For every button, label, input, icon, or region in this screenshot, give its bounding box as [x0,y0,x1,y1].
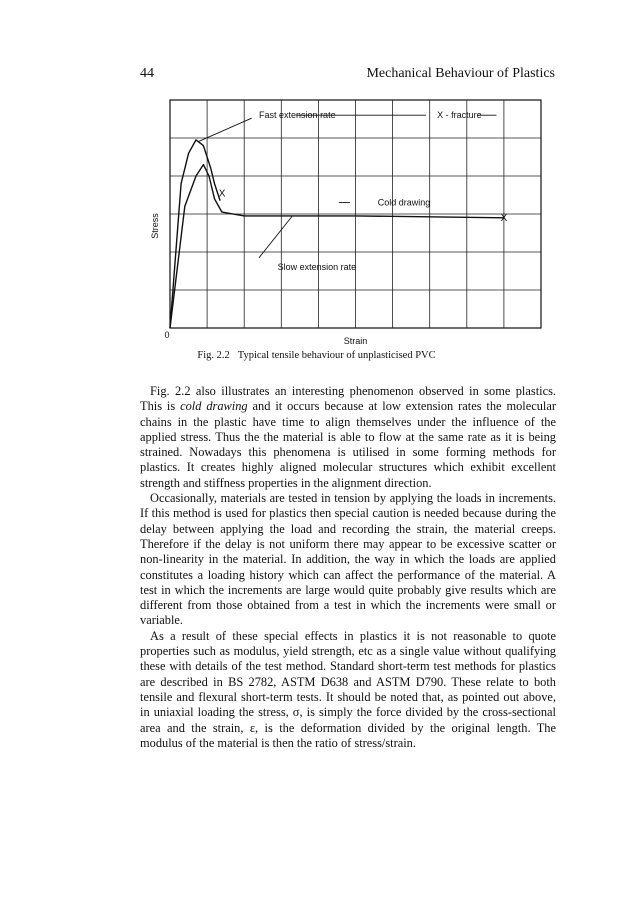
fracture-marker-fast: X [218,188,226,200]
stress-strain-chart [0,0,633,360]
running-title: Mechanical Behaviour of Plastics [366,66,555,81]
label-slow-extension-rate: Slow extension rate [277,262,357,273]
label-x-fracture: X - fracture [437,110,482,121]
figure-stress-strain [0,0,633,360]
y-axis-label: Stress [150,213,160,239]
leader-slow-label [259,216,292,258]
caption-number: Fig. 2.2 [197,350,230,361]
figure-caption [0,350,633,361]
paragraph: Fig. 2.2 also illustrates an interesting phenomenon observed in some plastics. This is cold drawing and it occurs because at low extension rates the molecular chains in the plastic have time to align themselves under the influence of the applied stress. Thus the the material is able to flow at the same rate as it is being strained. Nowadays this phenomena is utilised in some forming methods for plastics. It creates highly aligned molecular structures which exhibit excellent strength and stiffness properties in the alignment direction. [140,384,556,490]
fracture-marker-slow: X [500,212,508,224]
origin-label: 0 [164,330,170,340]
x-axis-label: Strain [343,336,368,346]
page-number: 44 [140,66,154,81]
body-text [140,384,556,751]
series-fast-extension-curve [170,140,220,328]
paragraph: Occasionally, materials are tested in tension by applying the loads in increments. If this method is used for plastics then special caution is needed because during the delay between applying the load and recording the strain, the material creeps. Therefore if the delay is not uniform there may appear to be excessive scatter or non-linearity in the material. In addition, the way in which the loads are applied constitutes a loading history which can affect the performance of the material. A test in which the increments are large would quite probably give results which are different from those obtained from a test in which the increments were small or variable. [140,491,556,628]
emphasis-term: cold drawing [180,399,248,414]
caption-text: Typical tensile behaviour of unplasticised PVC [237,350,436,361]
paragraph: As a result of these special effects in plastics it is not reasonable to quote properties such as modulus, yield strength, etc as a single value without qualifying these with details of the test method. Standard short-term test methods for plastics are described in BS 2782, ASTM D638 and ASTM D790. These relate to both tensile and flexural short-term tests. It should be noted that, as pointed out above, in uniaxial loading the stress, σ, is simply the force divided by the cross-sectional area and the strain, ε, is the deformation divided by the original length. The modulus of the material is then the ratio of stress/strain. [140,628,556,750]
label-cold-drawing: Cold drawing [377,197,431,208]
label-fast-extension-rate: Fast extension rate [259,110,336,121]
